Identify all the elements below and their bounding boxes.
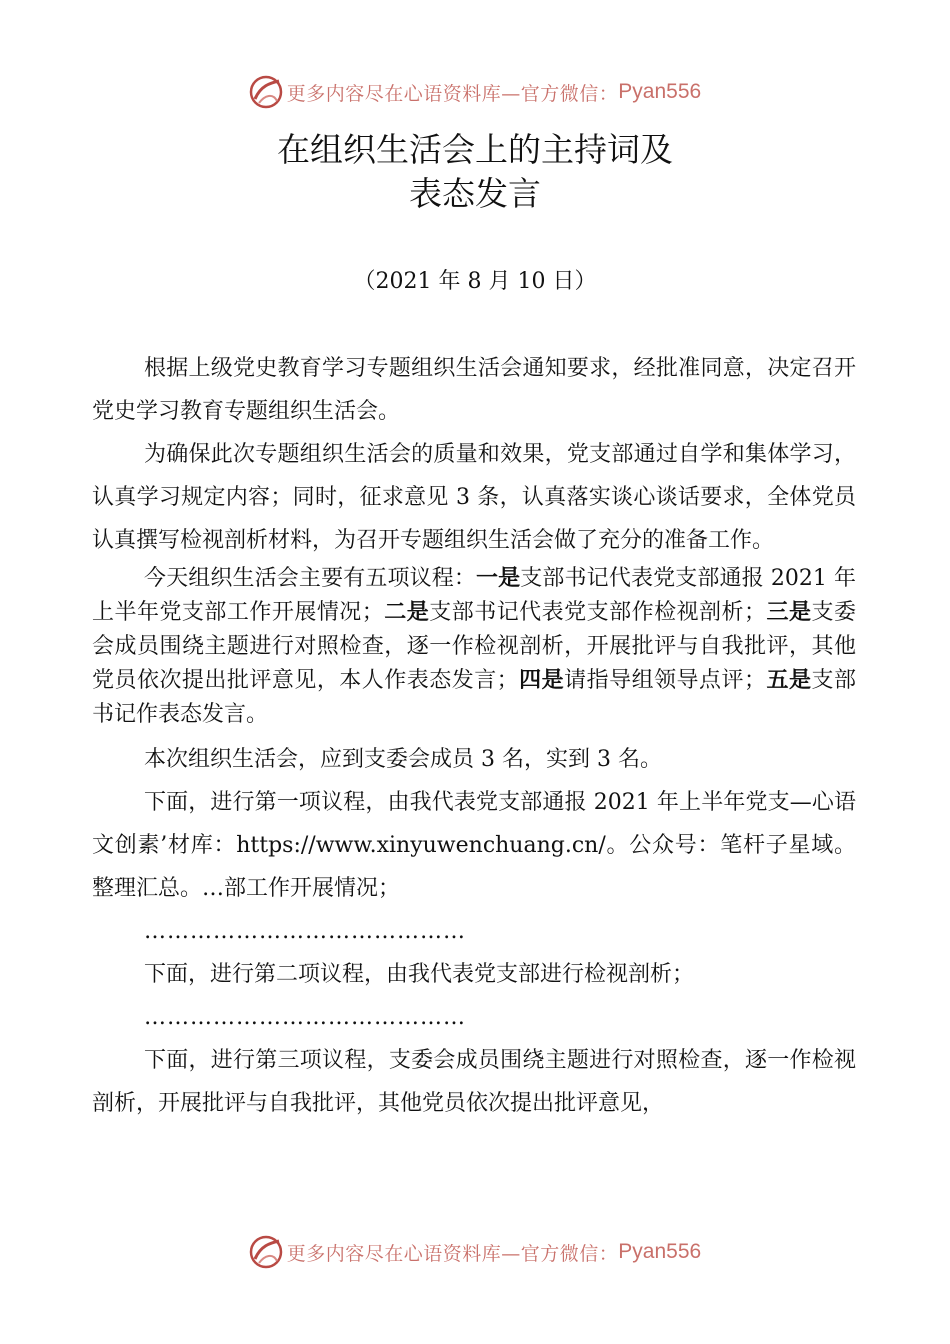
watermark-text: 更多内容尽在心语资料库—官方微信： <box>286 82 619 105</box>
watermark-wechat-id: Pyan556 <box>618 1240 702 1263</box>
title-line-1: 在组织生活会上的主持词及 <box>277 130 673 169</box>
watermark-logo-icon <box>249 75 283 109</box>
agenda-item-1: 支部书记代表党支部通报 2021 年上半年党支部工作开展情况； <box>92 566 856 625</box>
paragraph-agenda-three: 下面，进行第三项议程，支委会成员围绕主题进行对照检查，逐一作检视剖析，开展批评与自我批评，其他党员依次提出批评意见， <box>92 1048 856 1116</box>
paragraph-attendance: 本次组织生活会，应到支委会成员 3 名，实到 3 名。 <box>144 747 662 772</box>
agenda-item-5: 支部书记作表态发言。 <box>92 668 856 727</box>
agenda-key-1: 一是 <box>476 566 521 591</box>
agenda-item-3: 支委会成员围绕主题进行对照检查，逐一作检视剖析，开展批评与自我批评，其他党员依次提出批评意见，本人作表态发言； <box>92 600 856 693</box>
paragraph-agenda-two: 下面，进行第二项议程，由我代表党支部进行检视剖析； <box>144 962 695 987</box>
paragraph-agenda-one: 下面，进行第一项议程，由我代表党支部通报 2021 年上半年党支—心语文创素’材库：https://www.xinyuwenchuang.cn/。公众号：笔杆子星域。整理汇总。…部工作开展情况； <box>92 790 856 901</box>
ellipsis-line-1: …………………………………… <box>144 919 466 944</box>
header-watermark-banner <box>0 72 950 112</box>
agenda-key-3: 三是 <box>766 600 812 625</box>
document-title <box>0 128 950 216</box>
agenda-key-4: 四是 <box>518 668 565 693</box>
agenda-item-4: 请指导组领导点评； <box>564 668 767 693</box>
ellipsis-line-2: …………………………………… <box>144 1005 466 1030</box>
footer-watermark-banner <box>0 1232 950 1272</box>
agenda-item-2: 支部书记代表党支部作检视剖析； <box>429 600 767 625</box>
watermark-logo-icon <box>249 1235 283 1269</box>
document-body <box>92 347 856 1125</box>
paragraph-preparation: 为确保此次专题组织生活会的质量和效果，党支部通过自学和集体学习，认真学习规定内容；同时，征求意见 3 条，认真落实谈心谈话要求，全体党员认真撰写检视剖析材料，为召开专题组织生活会做了充分的准备工作。 <box>92 442 856 553</box>
watermark-text: 更多内容尽在心语资料库—官方微信： <box>286 1242 619 1265</box>
document-date: （2021 年 8 月 10 日） <box>353 269 597 294</box>
title-line-2: 表态发言 <box>409 174 541 213</box>
watermark-wechat-id: Pyan556 <box>618 80 702 103</box>
paragraph-agenda <box>92 562 856 732</box>
agenda-key-5: 五是 <box>766 668 812 693</box>
agenda-key-2: 二是 <box>383 600 430 625</box>
agenda-lead: 今天组织生活会主要有五项议程： <box>144 566 476 591</box>
paragraph-intro: 根据上级党史教育学习专题组织生活会通知要求，经批准同意，决定召开党史学习教育专题组织生活会。 <box>92 356 856 424</box>
